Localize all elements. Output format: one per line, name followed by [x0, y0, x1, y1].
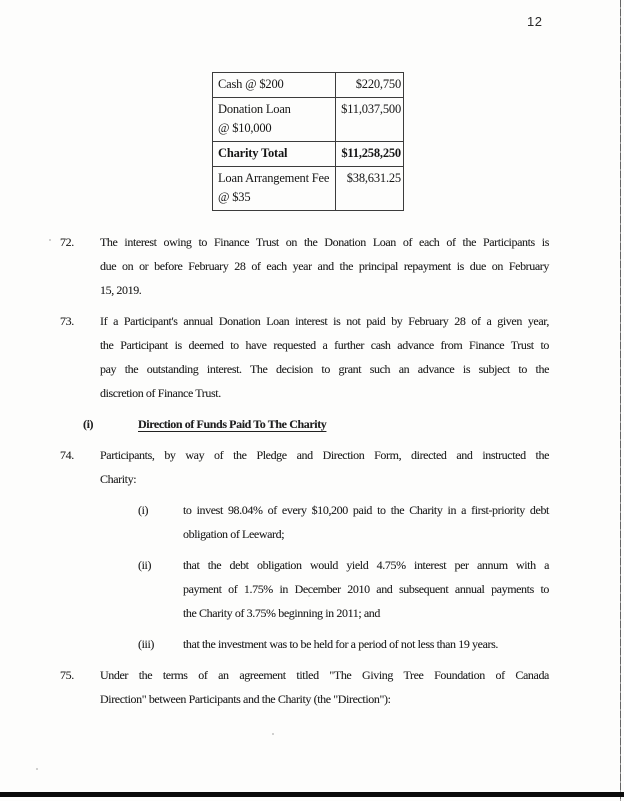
text-line: the Participant is deemed to have requested a further cash advance from Finance Trust to: [100, 338, 549, 352]
scan-speck: [272, 733, 274, 735]
text-line: 15, 2019.: [100, 283, 142, 297]
table-label-line: Donation Loan: [218, 102, 291, 116]
document-body: [60, 230, 549, 718]
table-label-line: Loan Arrangement Fee: [218, 171, 330, 185]
paragraph-marker: 75.: [60, 668, 74, 682]
table-cell-label: [213, 98, 336, 142]
table-row: [213, 167, 404, 211]
text-line: due on or before February 28 of each year and the principal repayment is due on February: [100, 259, 549, 273]
sub-paragraph: [138, 553, 549, 625]
text-line: discretion of Finance Trust.: [100, 386, 221, 400]
text-line: that the investment was to be held for a period of not less than 19 years.: [183, 637, 498, 651]
table-row: [213, 73, 404, 98]
section-heading-title: [138, 412, 326, 436]
text-line: Charity:: [100, 472, 137, 486]
numbered-paragraph: [60, 443, 549, 491]
numbered-paragraph: [60, 663, 549, 711]
table-row: [213, 98, 404, 142]
page-number: 12: [527, 14, 543, 29]
paragraph-marker: 72.: [60, 235, 74, 249]
table-row: [213, 142, 404, 167]
section-heading: [83, 412, 549, 436]
right-scan-line: [620, 0, 621, 801]
table-cell-value: $220,750: [336, 73, 404, 98]
paragraph-text: [100, 443, 549, 491]
paragraph-text: [183, 498, 549, 546]
table-cell-value: $38,631.25: [336, 167, 404, 211]
text-line: that the debt obligation would yield 4.75% interest per annum with a: [183, 558, 549, 572]
table-cell-label: [213, 142, 336, 167]
table-label-line: Cash @ $200: [218, 77, 284, 91]
paragraph-marker: (i): [138, 503, 149, 517]
text-line: Under the terms of an agreement titled "The Giving Tree Foundation of Canada: [100, 668, 549, 682]
text-line: Direction" between Participants and the Charity (the "Direction"):: [100, 692, 391, 706]
charity-cost-table: [212, 72, 404, 211]
scan-speck: [36, 768, 38, 770]
bottom-scan-bar: [0, 792, 624, 797]
text-line: to invest 98.04% of every $10,200 paid to the Charity in a first-priority debt: [183, 503, 549, 517]
paragraph-marker: 74.: [60, 448, 74, 462]
text-line: the Charity of 3.75% beginning in 2011; and: [183, 606, 380, 620]
sub-paragraph: [138, 498, 549, 546]
charity-table-body: [213, 73, 404, 211]
text-line: pay the outstanding interest. The decision to grant such an advance is subject to the: [100, 362, 549, 376]
paragraph-marker: (iii): [138, 637, 154, 651]
text-line: If a Participant's annual Donation Loan interest is not paid by February 28 of a given year,: [100, 314, 549, 328]
table-label-line: Charity Total: [218, 146, 288, 160]
table-label-line: @ $10,000: [218, 121, 272, 135]
paragraph-text: [100, 663, 549, 711]
charity-cost-table-wrap: [212, 72, 404, 211]
table-cell-label: [213, 167, 336, 211]
scan-speck: [49, 239, 51, 241]
table-label-line: @ $35: [218, 190, 251, 204]
paragraph-text: [183, 553, 549, 625]
numbered-paragraph: [60, 230, 549, 302]
text-line: payment of 1.75% in December 2010 and subsequent annual payments to: [183, 582, 549, 596]
paragraph-text: [100, 309, 549, 405]
paragraph-marker: 73.: [60, 314, 74, 328]
table-cell-label: [213, 73, 336, 98]
paragraph-marker: (i): [83, 417, 94, 431]
table-cell-value: $11,037,500: [336, 98, 404, 142]
numbered-paragraph: [60, 309, 549, 405]
text-line: obligation of Leeward;: [183, 527, 285, 541]
text-line: The interest owing to Finance Trust on the Donation Loan of each of the Participants is: [100, 235, 549, 249]
paragraph-text: [100, 230, 549, 302]
sub-paragraph: [138, 632, 549, 656]
scan-speck: [308, 595, 310, 597]
table-cell-value: $11,258,250: [336, 142, 404, 167]
paragraph-text: [183, 632, 549, 656]
text-line: Participants, by way of the Pledge and Direction Form, directed and instructed the: [100, 448, 549, 462]
text-line: Direction of Funds Paid To The Charity: [138, 417, 327, 431]
paragraph-marker: (ii): [138, 558, 152, 572]
